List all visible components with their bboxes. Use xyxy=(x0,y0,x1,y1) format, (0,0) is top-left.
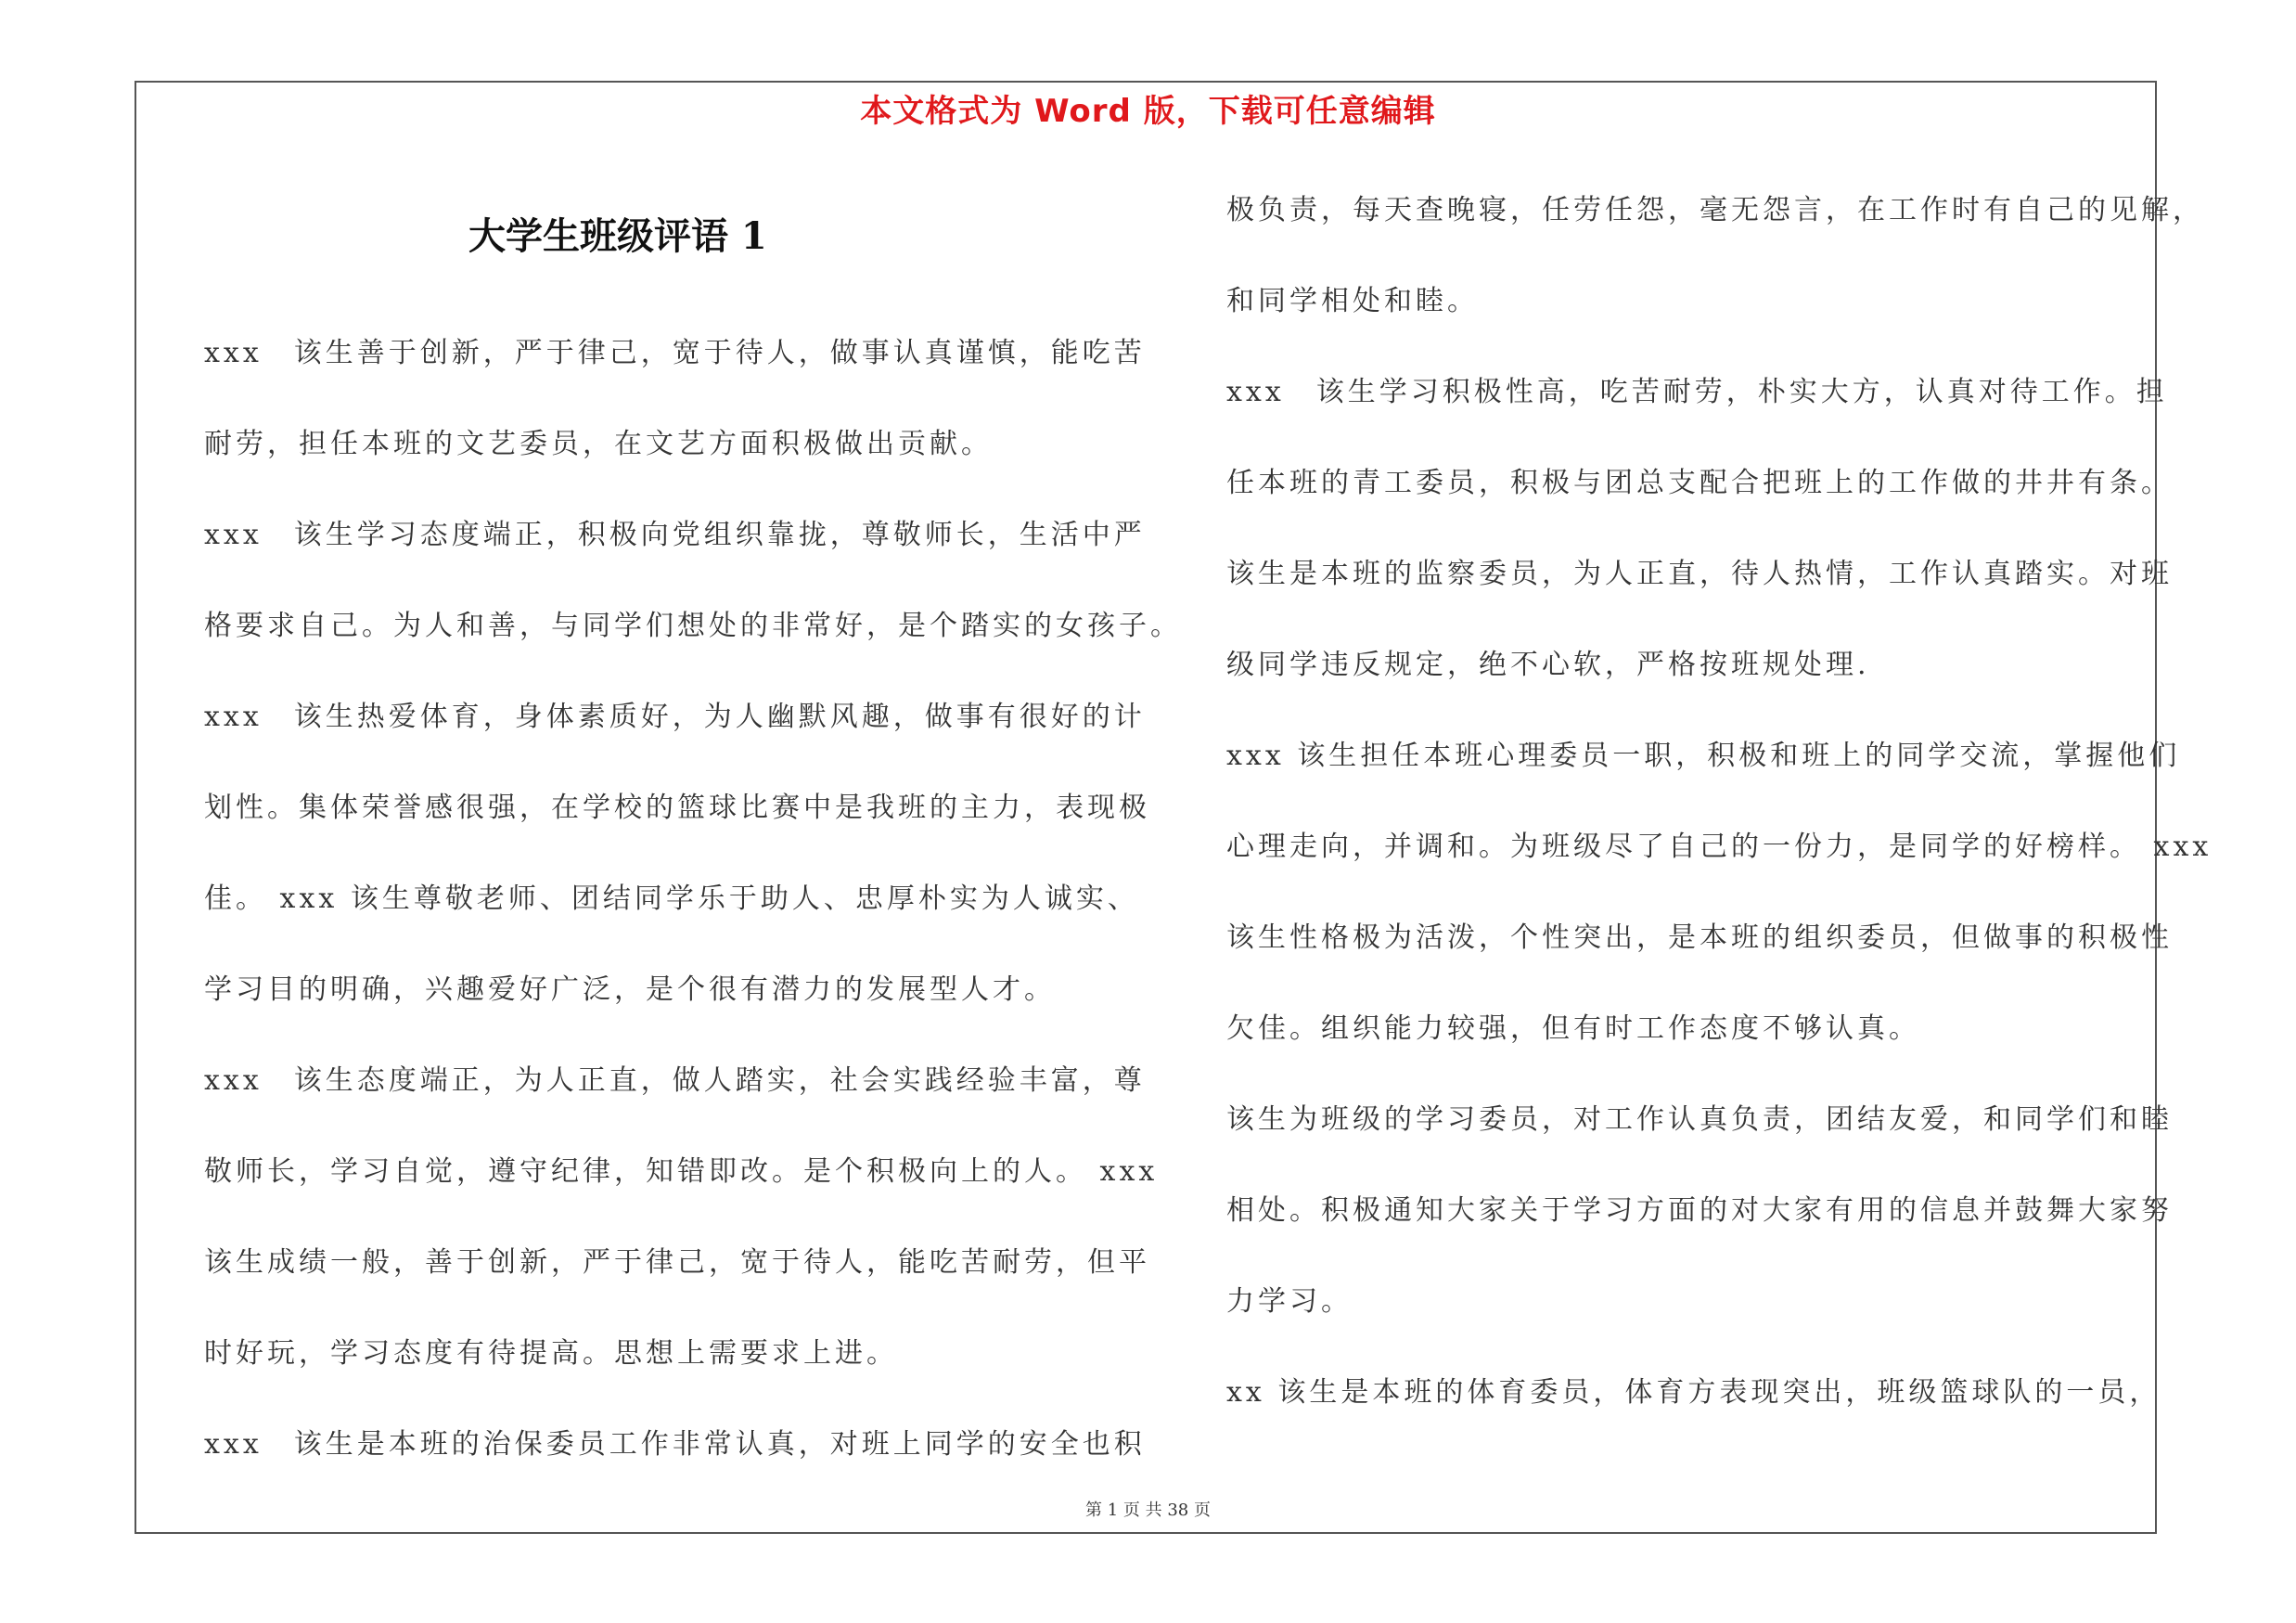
left-line: xxx 该生态度端正，为人正直，做人踏实，社会实践经验丰富，尊 xyxy=(204,1064,1146,1097)
left-column xyxy=(204,308,1182,1490)
right-line: 力学习。 xyxy=(1226,1285,1353,1318)
left-line: xxx 该生热爱体育，身体素质好，为人幽默风趣，做事有很好的计 xyxy=(204,701,1146,733)
right-line: 该生性格极为活泼，个性突出，是本班的组织委员，但做事的积极性 xyxy=(1226,921,2173,954)
format-banner: 本文格式为 Word 版，下载可任意编辑 xyxy=(860,93,1436,130)
right-line: 相处。积极通知大家关于学习方面的对大家有用的信息并鼓舞大家努 xyxy=(1226,1194,2173,1227)
right-line: xxx 该生担任本班心理委员一职，积极和班上的同学交流，掌握他们 xyxy=(1226,740,2181,772)
right-line: 和同学相处和睦。 xyxy=(1226,285,1479,317)
left-line: 时好玩，学习态度有待提高。思想上需要求上进。 xyxy=(204,1337,898,1370)
left-line: xxx 该生学习态度端正，积极向党组织靠拢，尊敬师长，生活中严 xyxy=(204,519,1146,551)
right-line: xx 该生是本班的体育委员，体育方表现突出，班级篮球队的一员， xyxy=(1226,1376,2161,1409)
left-line: 敬师长，学习自觉，遵守纪律，知错即改。是个积极向上的人。 xxx xyxy=(204,1155,1159,1188)
right-column xyxy=(1226,165,2213,1438)
left-line: xxx 该生是本班的治保委员工作非常认真，对班上同学的安全也积 xyxy=(204,1428,1146,1461)
left-line: 学习目的明确，兴趣爱好广泛，是个很有潜力的发展型人才。 xyxy=(204,973,1056,1006)
page-number-footer: 第 1 页 共 38 页 xyxy=(1085,1501,1211,1520)
left-line: xxx 该生善于创新，严于律己，宽于待人，做事认真谨慎，能吃苦 xyxy=(204,337,1146,369)
right-line: 极负责，每天查晚寝，任劳任怨，毫无怨言，在工作时有自己的见解， xyxy=(1226,194,2204,226)
left-line: 该生成绩一般，善于创新，严于律己，宽于待人，能吃苦耐劳，但平 xyxy=(204,1246,1150,1279)
right-line: 级同学违反规定，绝不心软，严格按班规处理. xyxy=(1226,649,1870,681)
left-line: 划性。集体荣誉感很强，在学校的篮球比赛中是我班的主力，表现极 xyxy=(204,792,1150,824)
document-title: 大学生班级评语 1 xyxy=(468,214,767,258)
right-line: xxx 该生学习积极性高，吃苦耐劳，朴实大方，认真对待工作。担 xyxy=(1226,376,2168,408)
left-line: 耐劳，担任本班的文艺委员，在文艺方面积极做出贡献。 xyxy=(204,428,993,460)
right-line: 该生为班级的学习委员，对工作认真负责，团结友爱，和同学们和睦 xyxy=(1226,1103,2173,1136)
left-line: 佳。 xxx 该生尊敬老师、团结同学乐于助人、忠厚朴实为人诚实、 xyxy=(204,882,1139,915)
right-line: 该生是本班的监察委员，为人正直，待人热情，工作认真踏实。对班 xyxy=(1226,558,2173,590)
right-line: 欠佳。组织能力较强，但有时工作态度不够认真。 xyxy=(1226,1012,1920,1045)
left-line: 格要求自己。为人和善，与同学们想处的非常好，是个踏实的女孩子。 xyxy=(204,610,1182,642)
right-line: 心理走向，并调和。为班级尽了自己的一份力，是同学的好榜样。 xxx xyxy=(1226,831,2213,863)
right-line: 任本班的青工委员，积极与团总支配合把班上的工作做的井井有条。 xyxy=(1226,467,2173,499)
